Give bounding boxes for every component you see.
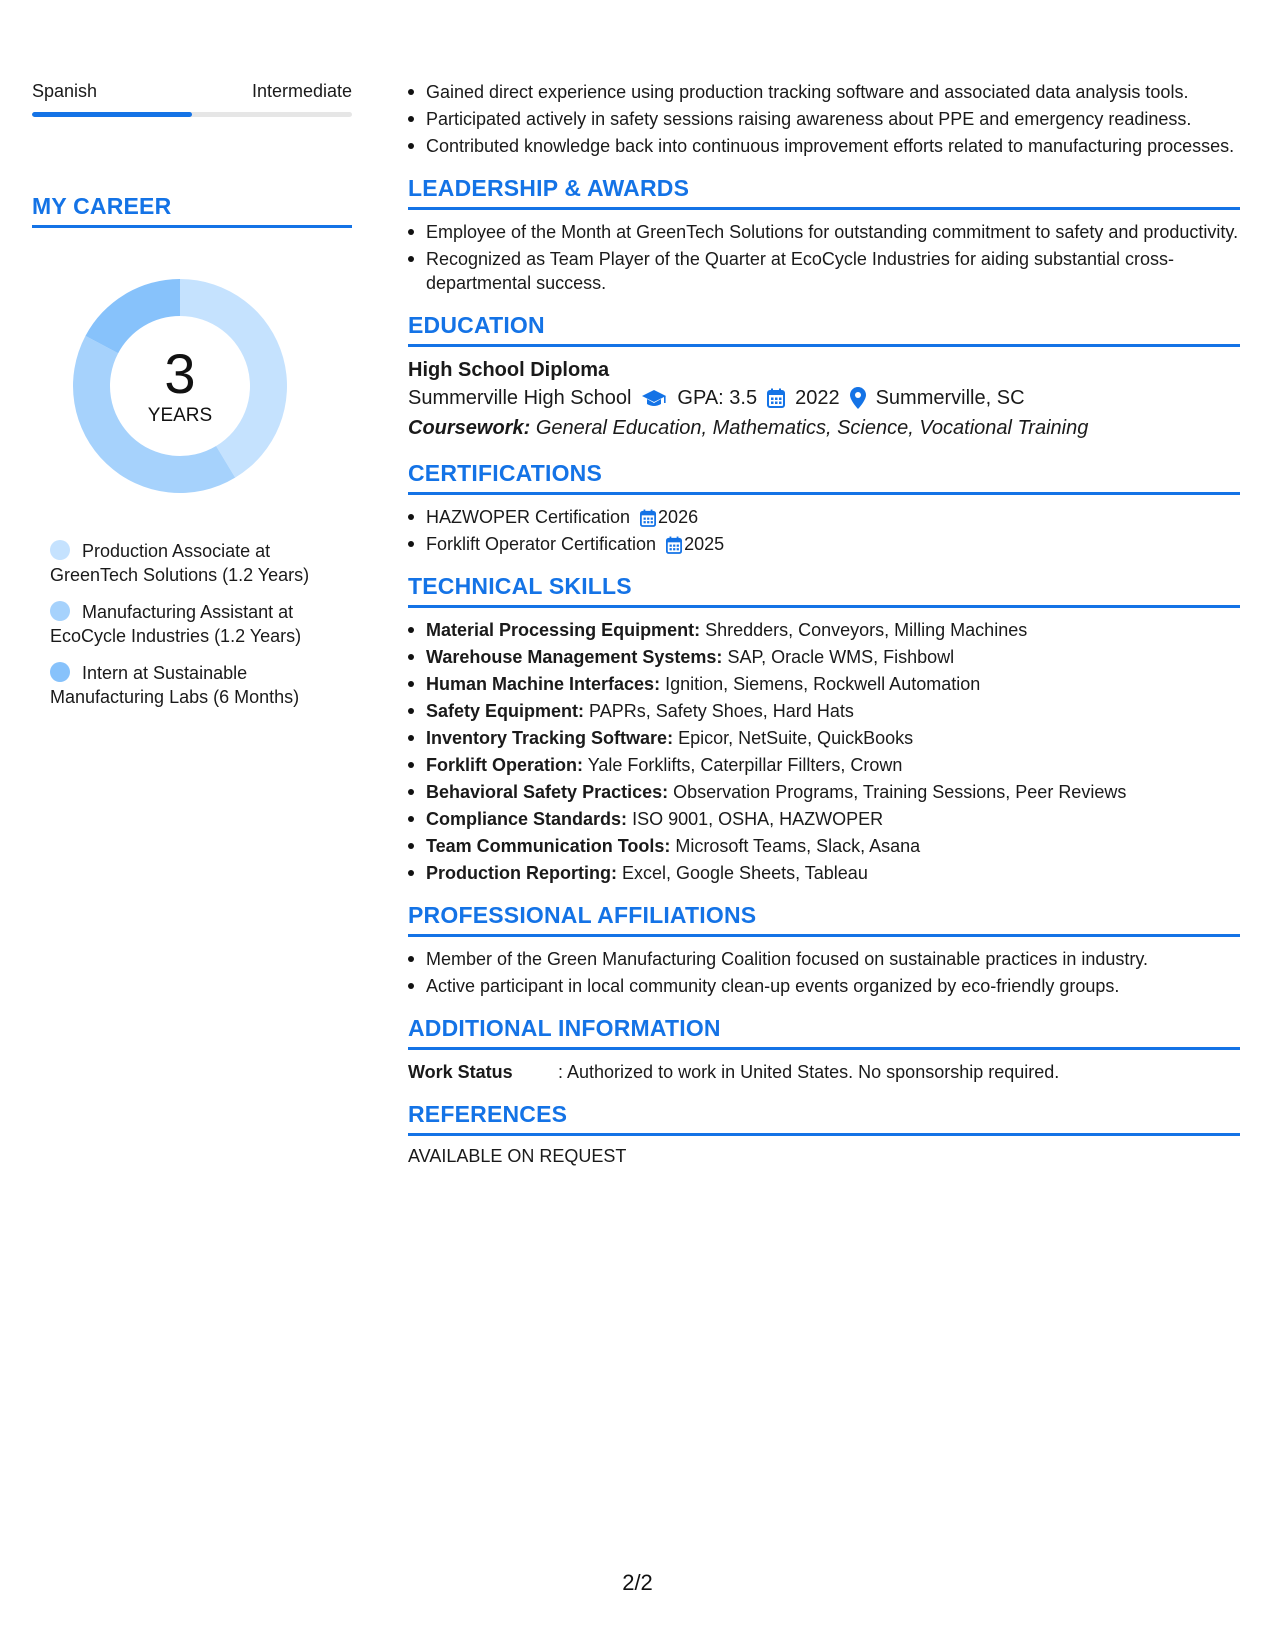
certification-name: Forklift Operator Certification	[426, 534, 657, 554]
skill-value: Observation Programs, Training Sessions, Peer Reviews	[673, 782, 1127, 802]
career-legend-item	[50, 600, 352, 648]
technical-skills-heading: TECHNICAL SKILLS	[408, 573, 1240, 608]
skill-item	[408, 807, 1240, 831]
language-proficiency-bar	[32, 112, 352, 117]
certification-year: 2025	[684, 534, 725, 554]
affiliation-item: Active participant in local community clean-up events organized by eco-friendly groups.	[408, 974, 1240, 998]
leadership-heading: LEADERSHIP & AWARDS	[408, 175, 1240, 210]
experience-bullet: Gained direct experience using production tracking software and associated data analysis tools.	[408, 80, 1240, 104]
certification-item	[408, 505, 1240, 529]
career-donut-center	[65, 271, 295, 501]
career-donut-chart	[65, 271, 295, 501]
language-row	[32, 80, 352, 102]
skill-value: Microsoft Teams, Slack, Asana	[675, 836, 921, 856]
legend-dot-icon	[50, 601, 70, 621]
skill-value: SAP, Oracle WMS, Fishbowl	[727, 647, 955, 667]
skill-value: Ignition, Siemens, Rockwell Automation	[665, 674, 981, 694]
career-legend-item	[50, 661, 352, 709]
leadership-item: Employee of the Month at GreenTech Solutions for outstanding commitment to safety and productivity.	[408, 220, 1240, 244]
certifications-list	[408, 505, 1240, 556]
career-legend-label: Manufacturing Assistant at EcoCycle Industries (1.2 Years)	[50, 602, 302, 646]
education-coursework	[408, 413, 1240, 443]
certification-year: 2026	[658, 507, 699, 527]
leadership-item: Recognized as Team Player of the Quarter at EcoCycle Industries for aiding substantial cross-departmental success.	[408, 247, 1240, 295]
references-text: AVAILABLE ON REQUEST	[408, 1146, 627, 1166]
skill-item	[408, 672, 1240, 696]
skill-label: Inventory Tracking Software:	[426, 728, 674, 748]
skill-value: PAPRs, Safety Shoes, Hard Hats	[589, 701, 854, 721]
language-item	[32, 80, 352, 117]
skill-value: ISO 9001, OSHA, HAZWOPER	[632, 809, 884, 829]
skill-item	[408, 834, 1240, 858]
skill-value: Yale Forklifts, Caterpillar Fillters, Crown	[587, 755, 903, 775]
experience-bullets	[408, 80, 1240, 158]
skill-value: Excel, Google Sheets, Tableau	[622, 863, 868, 883]
certifications-heading: CERTIFICATIONS	[408, 460, 1240, 495]
references-heading: REFERENCES	[408, 1101, 1240, 1136]
certification-item	[408, 532, 1240, 556]
skill-label: Compliance Standards:	[426, 809, 628, 829]
education-heading: EDUCATION	[408, 312, 1240, 347]
experience-bullet: Participated actively in safety sessions raising awareness about PPE and emergency readiness.	[408, 107, 1240, 131]
graduation-cap-icon	[641, 388, 667, 408]
skill-item	[408, 618, 1240, 642]
calendar-icon	[767, 388, 785, 408]
calendar-icon	[666, 536, 682, 554]
education-details	[408, 383, 1240, 413]
certification-name: HAZWOPER Certification	[426, 507, 631, 527]
coursework-value: General Education, Mathematics, Science, Vocational Training	[535, 417, 1089, 439]
skill-label: Forklift Operation:	[426, 755, 583, 775]
skill-value: Shredders, Conveyors, Milling Machines	[705, 620, 1028, 640]
coursework-label: Coursework:	[408, 417, 531, 439]
work-status-value: : Authorized to work in United States. No sponsorship required.	[558, 1062, 1060, 1082]
skill-label: Safety Equipment:	[426, 701, 585, 721]
skill-item	[408, 861, 1240, 885]
work-status-label: Work Status	[408, 1062, 513, 1082]
language-level: Intermediate	[251, 81, 352, 101]
education-gpa: GPA: 3.5	[677, 387, 758, 409]
career-legend-label: Intern at Sustainable Manufacturing Labs (6 Months)	[50, 663, 300, 707]
legend-dot-icon	[50, 540, 70, 560]
career-heading: MY CAREER	[32, 193, 352, 228]
skill-item	[408, 753, 1240, 777]
career-total-value: 3	[164, 342, 196, 405]
skill-label: Material Processing Equipment:	[426, 620, 701, 640]
leadership-list	[408, 220, 1240, 295]
skill-item	[408, 699, 1240, 723]
skill-label: Production Reporting:	[426, 863, 617, 883]
right-column	[408, 80, 1240, 1167]
skill-label: Human Machine Interfaces:	[426, 674, 661, 694]
affiliations-list	[408, 947, 1240, 998]
education-degree: High School Diploma	[408, 359, 610, 381]
education-year: 2022	[795, 387, 840, 409]
education-location: Summerville, SC	[875, 387, 1025, 409]
experience-bullet: Contributed knowledge back into continuous improvement efforts related to manufacturing processes.	[408, 134, 1240, 158]
location-pin-icon	[850, 387, 866, 409]
work-status-row	[408, 1060, 1240, 1084]
language-name: Spanish	[32, 81, 98, 101]
page-number: 2/2	[622, 1570, 653, 1595]
career-legend-label: Production Associate at GreenTech Solutions (1.2 Years)	[50, 541, 310, 585]
affiliation-item: Member of the Green Manufacturing Coalition focused on sustainable practices in industry.	[408, 947, 1240, 971]
calendar-icon	[640, 509, 656, 527]
skill-label: Warehouse Management Systems:	[426, 647, 723, 667]
skill-value: Epicor, NetSuite, QuickBooks	[678, 728, 914, 748]
career-total-unit: YEARS	[147, 405, 213, 426]
education-school: Summerville High School	[408, 387, 632, 409]
career-legend-item	[50, 539, 352, 587]
technical-skills-list	[408, 618, 1240, 885]
additional-info-heading: ADDITIONAL INFORMATION	[408, 1015, 1240, 1050]
left-column	[32, 80, 352, 722]
skill-item	[408, 780, 1240, 804]
affiliations-heading: PROFESSIONAL AFFILIATIONS	[408, 902, 1240, 937]
skill-label: Team Communication Tools:	[426, 836, 671, 856]
skill-item	[408, 645, 1240, 669]
language-proficiency-fill	[32, 112, 192, 117]
skill-label: Behavioral Safety Practices:	[426, 782, 669, 802]
legend-dot-icon	[50, 662, 70, 682]
skill-item	[408, 726, 1240, 750]
career-legend	[32, 539, 352, 709]
